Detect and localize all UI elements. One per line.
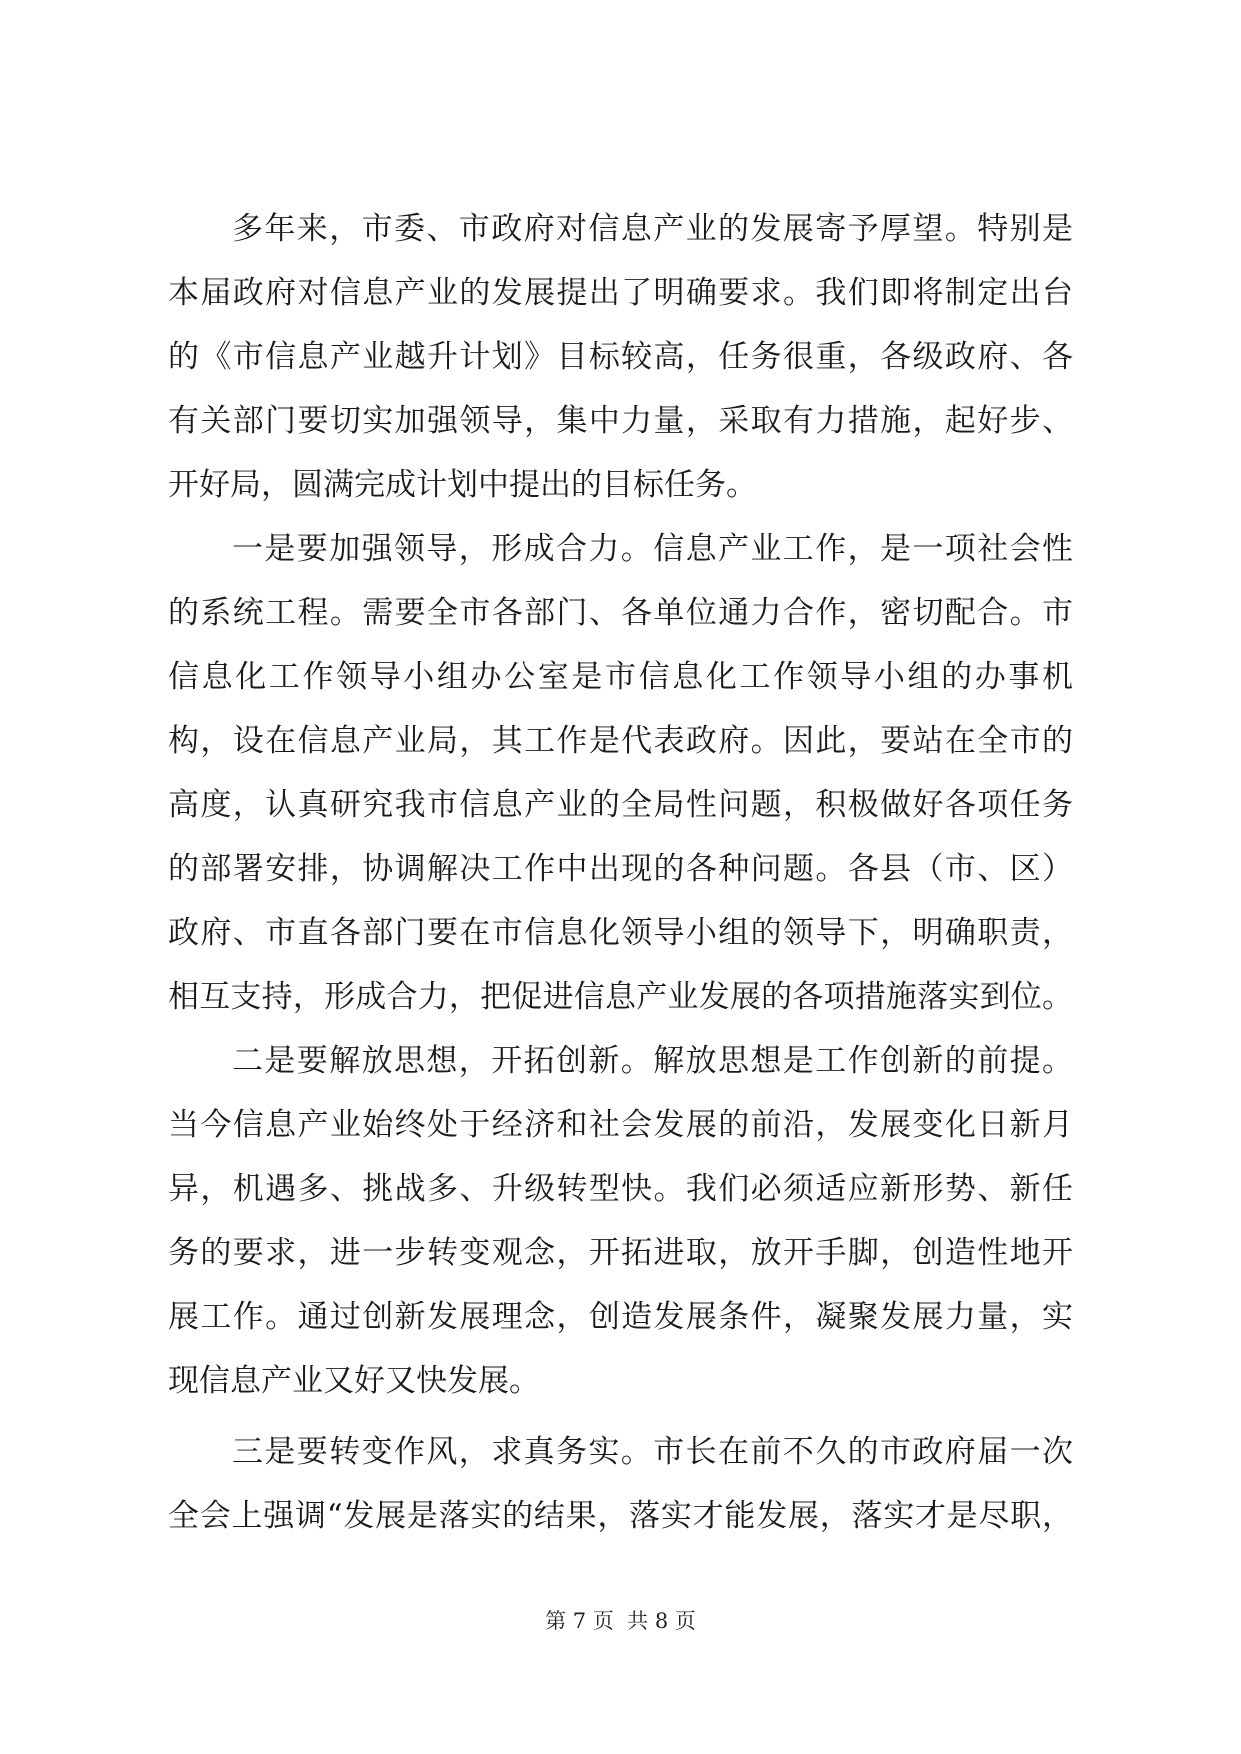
text-line: 开好局，圆满完成计划中提出的目标任务。 xyxy=(168,467,757,503)
text-line: 信息化工作领导小组办公室是市信息化工作领导小组的办事机 xyxy=(168,659,1073,695)
page-footer: 第 7 页 共 8 页 xyxy=(545,1609,696,1633)
text-line: 一是要加强领导，形成合力。信息产业工作，是一项社会性 xyxy=(232,531,1073,567)
text-line: 展工作。通过创新发展理念，创造发展条件，凝聚发展力量，实 xyxy=(168,1299,1073,1335)
text-line: 本届政府对信息产业的发展提出了明确要求。我们即将制定出台 xyxy=(168,275,1073,311)
text-line: 务的要求，进一步转变观念，开拓进取，放开手脚，创造性地开 xyxy=(168,1235,1073,1271)
text-line: 的系统工程。需要全市各部门、各单位通力合作，密切配合。市 xyxy=(168,595,1073,631)
text-line: 高度，认真研究我市信息产业的全局性问题，积极做好各项任务 xyxy=(168,787,1073,823)
text-line: 的部署安排，协调解决工作中出现的各种问题。各县（市、区） xyxy=(168,851,1073,887)
text-line: 现信息产业又好又快发展。 xyxy=(168,1363,540,1399)
text-line: 三是要转变作风，求真务实。市长在前不久的市政府届一次 xyxy=(232,1434,1073,1470)
text-line: 二是要解放思想，开拓创新。解放思想是工作创新的前提。 xyxy=(232,1043,1073,1079)
text-line: 全会上强调“发展是落实的结果，落实才能发展，落实才是尽职， xyxy=(168,1498,1073,1534)
text-line: 多年来，市委、市政府对信息产业的发展寄予厚望。特别是 xyxy=(232,211,1073,247)
text-line: 相互支持，形成合力，把促进信息产业发展的各项措施落实到位。 xyxy=(168,979,1073,1015)
text-line: 构，设在信息产业局，其工作是代表政府。因此，要站在全市的 xyxy=(168,723,1073,759)
text-line: 政府、市直各部门要在市信息化领导小组的领导下，明确职责， xyxy=(168,915,1073,951)
text-line: 的《市信息产业越升计划》目标较高，任务很重，各级政府、各 xyxy=(168,339,1073,375)
text-line: 当今信息产业始终处于经济和社会发展的前沿，发展变化日新月 xyxy=(168,1107,1073,1143)
text-line: 异，机遇多、挑战多、升级转型快。我们必须适应新形势、新任 xyxy=(168,1171,1073,1207)
text-line: 有关部门要切实加强领导，集中力量，采取有力措施，起好步、 xyxy=(168,403,1073,439)
